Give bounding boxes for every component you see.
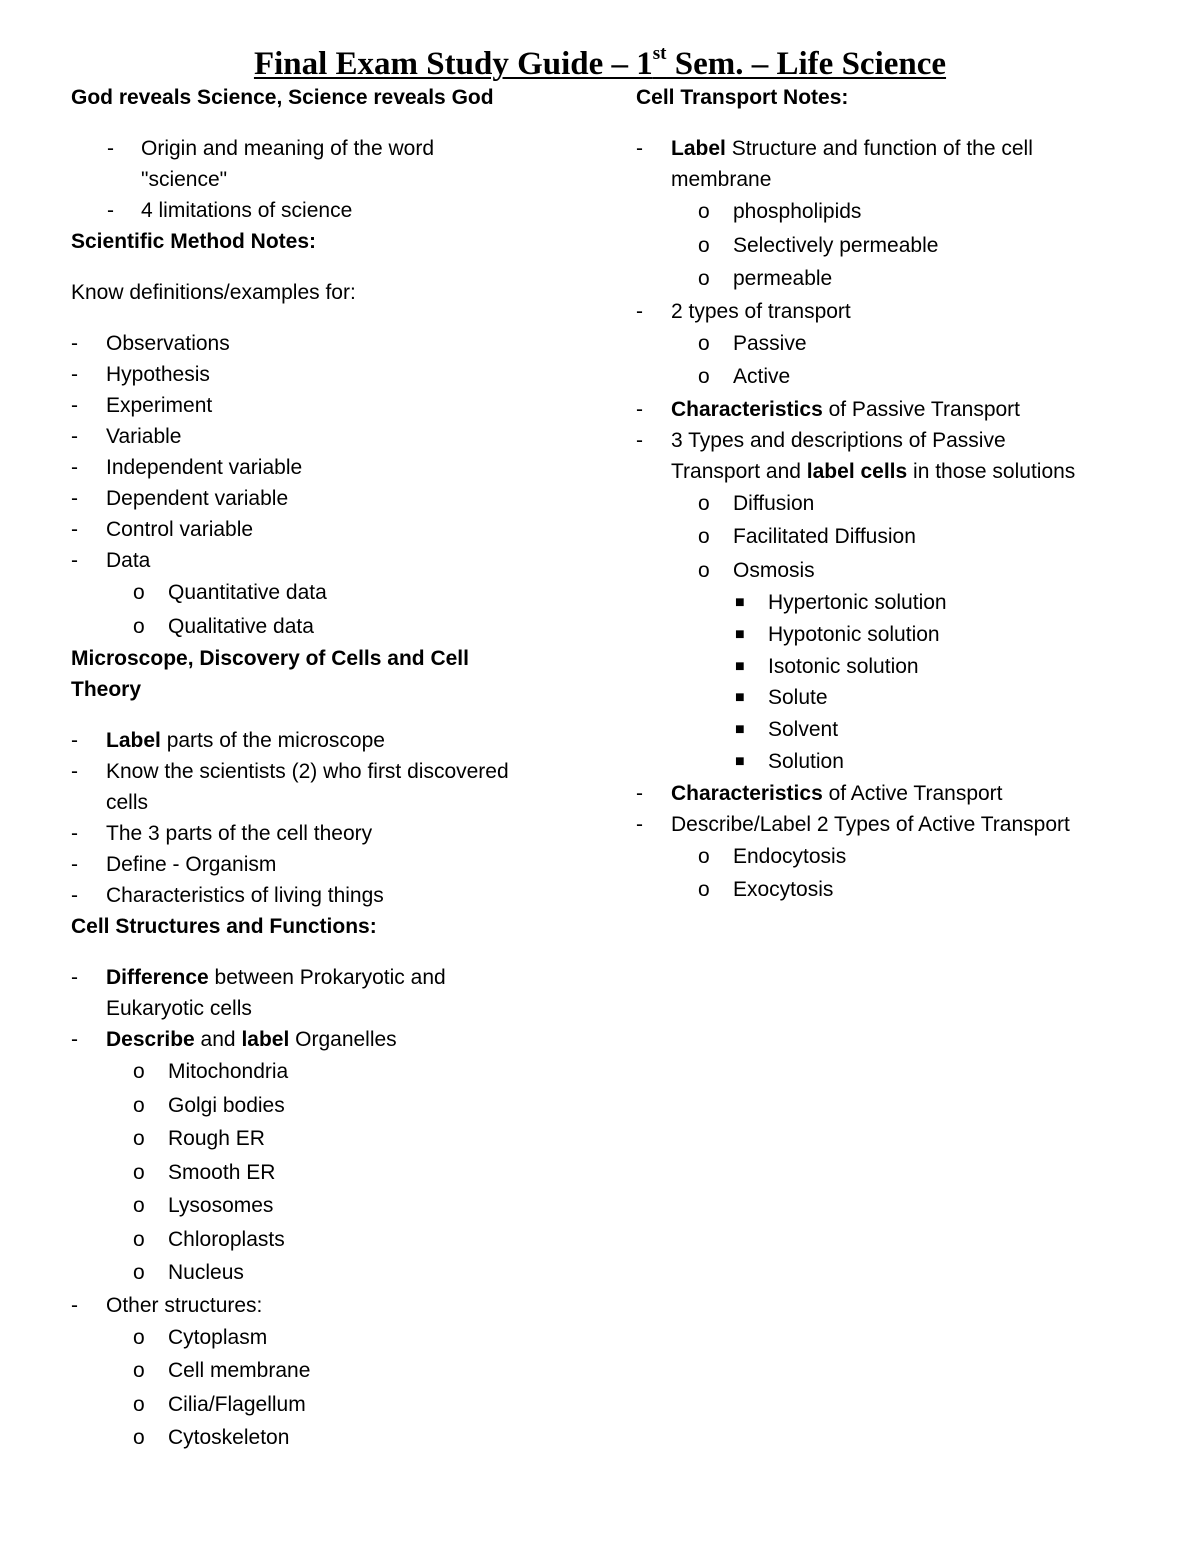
page-title: Final Exam Study Guide – 1st Sem. – Life Science	[253, 43, 947, 82]
sub-list-item: o Lysosomes	[133, 1194, 274, 1217]
heading-god-reveals-science: God reveals Science, Science reveals God	[71, 86, 494, 109]
list-item: - Know the scientists (2) who first discovered cells	[71, 760, 509, 814]
sub-list-item: o phospholipids	[698, 200, 862, 223]
heading-cell-structures: Cell Structures and Functions:	[71, 915, 377, 938]
sub-list-item: o Diffusion	[698, 491, 815, 515]
sub-list-item: o Endocytosis	[698, 844, 847, 868]
sub-sub-list-item: ■ Hypotonic solution	[735, 622, 940, 646]
list-item: - Observations	[71, 332, 230, 355]
list-item: - Define - Organism	[71, 853, 277, 876]
sub-list-item: o Cilia/Flagellum	[133, 1392, 306, 1416]
list-item: - Characteristics of living things	[71, 884, 384, 907]
sub-list-item: o Chloroplasts	[133, 1227, 285, 1251]
sub-list-item: o permeable	[698, 267, 833, 290]
sub-list-item: o Active	[698, 365, 791, 388]
list-item: - 3 Types and descriptions of Passive Transport and label cells in those solutions	[636, 428, 1076, 483]
list-item: - Variable	[71, 425, 182, 448]
list-item: - Origin and meaning of the word	[107, 137, 435, 160]
list-item: - Independent variable	[71, 456, 303, 479]
sub-list-item: o Cytoskeleton	[133, 1426, 290, 1449]
list-item: - Data	[71, 549, 151, 572]
sub-list-item: o Cytoplasm	[133, 1325, 268, 1349]
list-item-continuation: "science"	[141, 168, 228, 191]
sub-list-item: o Osmosis	[698, 558, 815, 582]
sub-list-item: o Facilitated Diffusion	[698, 525, 916, 548]
list-item: - The 3 parts of the cell theory	[71, 822, 373, 845]
list-item: - Label parts of the microscope	[71, 729, 385, 752]
heading-microscope: Microscope, Discovery of Cells and Cell Theory	[71, 647, 469, 701]
heading-scientific-method: Scientific Method Notes:	[71, 230, 317, 253]
sub-sub-list-item: ■ Hypertonic solution	[735, 591, 947, 614]
list-item: - Other structures:	[71, 1293, 263, 1317]
list-item: - Control variable	[71, 518, 254, 541]
microscope-list	[71, 725, 591, 911]
list-item: - Describe and label Organelles	[71, 1028, 397, 1051]
heading-cell-transport: Cell Transport Notes:	[636, 86, 849, 109]
sub-sub-list-item: ■ Solvent	[735, 718, 839, 742]
sub-list-item: o Cell membrane	[133, 1359, 311, 1382]
sub-list-item: o Smooth ER	[133, 1160, 276, 1184]
list-item: - Characteristics of Active Transport	[636, 781, 1003, 805]
cell-transport-list	[636, 133, 1156, 907]
list-item: - Characteristics of Passive Transport	[636, 397, 1021, 421]
list-item: - Experiment	[71, 394, 213, 417]
sub-list-item: o Exocytosis	[698, 878, 834, 902]
list-item: - Difference between Prokaryotic and Eukaryotic cells	[71, 966, 446, 1020]
cell-structures-list	[71, 962, 591, 1455]
sub-list-item: o Golgi bodies	[133, 1093, 285, 1117]
list-item: - 4 limitations of science	[107, 199, 353, 222]
sub-list-item: o Selectively permeable	[698, 233, 939, 257]
sci-method-list	[71, 328, 591, 643]
sub-sub-list-item: ■ Solute	[735, 686, 828, 710]
god-list	[71, 133, 591, 226]
sub-sub-list-item: ■ Solution	[735, 749, 844, 773]
sub-list-item: o Passive	[698, 331, 807, 355]
sub-list-item: o Nucleus	[133, 1261, 244, 1284]
sub-list-item: o Rough ER	[133, 1127, 265, 1150]
list-item: - Label Structure and function of the cell membrane	[636, 137, 1033, 191]
list-item: - 2 types of transport	[636, 299, 851, 323]
list-item: - Hypothesis	[71, 363, 210, 386]
sci-intro: Know definitions/examples for:	[71, 281, 356, 304]
right-column	[636, 82, 1156, 907]
sub-list-item: o Qualitative data	[133, 614, 314, 638]
list-item: - Describe/Label 2 Types of Active Transport	[636, 812, 1070, 836]
sub-sub-list-item: ■ Isotonic solution	[735, 654, 919, 678]
left-column	[71, 82, 591, 1455]
list-item: - Dependent variable	[71, 487, 289, 510]
sub-list-item: o Quantitative data	[133, 581, 327, 604]
sub-list-item: o Mitochondria	[133, 1060, 289, 1083]
